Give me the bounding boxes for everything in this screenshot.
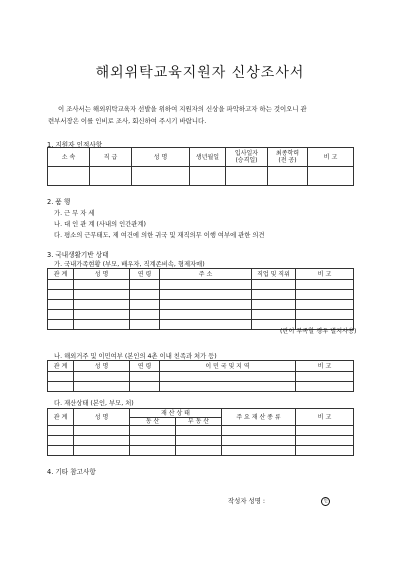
property-table (47, 408, 354, 456)
page-title: 해외위탁교육지원자 신상조사서 (95, 65, 305, 81)
intro-paragraph (48, 103, 368, 127)
seal-stamp: 인 (321, 497, 330, 506)
overseas-table-label: 나. 해외거주 및 이민여부 (본인의 4촌 이내 친족과 처가 등) (54, 353, 217, 360)
overseas-header-name: 성 명 (74, 361, 130, 372)
property-header-row (48, 409, 354, 418)
table-row[interactable] (48, 280, 354, 290)
property-header-status: 재 산 상 태 (130, 409, 222, 418)
overseas-header-age: 연 령 (130, 361, 160, 372)
family-header-name: 성 명 (74, 269, 130, 280)
family-header-row (48, 269, 354, 280)
property-header-real-estate: 부 동 산 (176, 418, 222, 426)
property-table-label: 다. 재산상태 (본인, 부모, 처) (54, 400, 134, 407)
cell-education[interactable] (268, 167, 308, 186)
applicant-header-row (48, 148, 354, 167)
overseas-header-country: 이 민 국 및 지 역 (160, 361, 296, 372)
overseas-header-remarks: 비 고 (296, 361, 354, 372)
family-table-note: (란이 부족할 경우 별지사용) (280, 328, 357, 335)
table-row[interactable] (48, 372, 354, 382)
family-header-address: 주 소 (160, 269, 252, 280)
intro-line-1: 이 조사서는 해외위탁교육자 선발을 위하여 지원자의 신상을 파악하고자 하는 것이오니 관 (58, 105, 307, 113)
cell-affiliation[interactable] (48, 167, 90, 186)
signature-line (228, 496, 330, 506)
section2-item-c: 다. 평소의 근무태도, 제 여건에 의한 귀국 및 재직의무 이행 여부에 관한 의견 (54, 232, 265, 239)
cell-hire-date[interactable] (226, 167, 268, 186)
cell-birthdate[interactable] (190, 167, 226, 186)
section4-heading: 4. 기타 참고사항 (47, 468, 96, 476)
section2-item-b: 나. 대 인 관 계 (사내의 인간관계) (54, 221, 146, 228)
property-header-asset-type: 주 요 재 산 종 류 (222, 409, 296, 426)
table-row[interactable] (48, 436, 354, 446)
property-header-relation: 관 계 (48, 409, 74, 426)
cell-remarks[interactable] (308, 167, 354, 186)
property-header-remarks: 비 고 (296, 409, 354, 426)
table-row[interactable] (48, 290, 354, 300)
applicant-table (47, 147, 354, 186)
cell-rank[interactable] (90, 167, 132, 186)
cell-name[interactable] (132, 167, 190, 186)
section1-heading: 1. 지원자 인적사항 (47, 141, 103, 149)
family-header-age: 연 령 (130, 269, 160, 280)
section3-heading: 3. 국내생활기반 상태 (47, 251, 109, 259)
family-table-label: 가. 국내가족현황 (부모, 배우자, 직계존비속, 형제자매) (54, 261, 205, 268)
family-header-occupation: 직업 및 직위 (252, 269, 296, 280)
family-header-remarks: 비 고 (296, 269, 354, 280)
property-header-name: 성 명 (74, 409, 130, 426)
header-affiliation: 소 속 (48, 148, 90, 167)
table-row[interactable] (48, 446, 354, 456)
table-row[interactable] (48, 300, 354, 310)
overseas-header-relation: 관 계 (48, 361, 74, 372)
overseas-header-row (48, 361, 354, 372)
table-row[interactable] (48, 382, 354, 392)
section2-heading: 2. 품 행 (47, 198, 71, 206)
signature-label: 작성자 성명 : (228, 497, 266, 505)
table-row[interactable] (48, 310, 354, 320)
header-hire-date: 입사일자 (승격일) (226, 148, 268, 167)
header-name: 성 명 (132, 148, 190, 167)
family-table (47, 268, 354, 330)
applicant-data-row[interactable] (48, 167, 354, 186)
header-remarks: 비 고 (308, 148, 354, 167)
header-birthdate: 생년월일 (190, 148, 226, 167)
property-header-movable: 동 산 (130, 418, 176, 426)
section2-item-a: 가. 근 무 자 세 (54, 210, 95, 217)
header-education: 최종학력 (전 공) (268, 148, 308, 167)
overseas-table (47, 360, 354, 392)
family-header-relation: 관 계 (48, 269, 74, 280)
intro-line-2: 련부서장은 이를 인비로 조사, 회신하여 주시기 바랍니다. (48, 117, 207, 125)
header-rank: 직 급 (90, 148, 132, 167)
table-row[interactable] (48, 426, 354, 436)
